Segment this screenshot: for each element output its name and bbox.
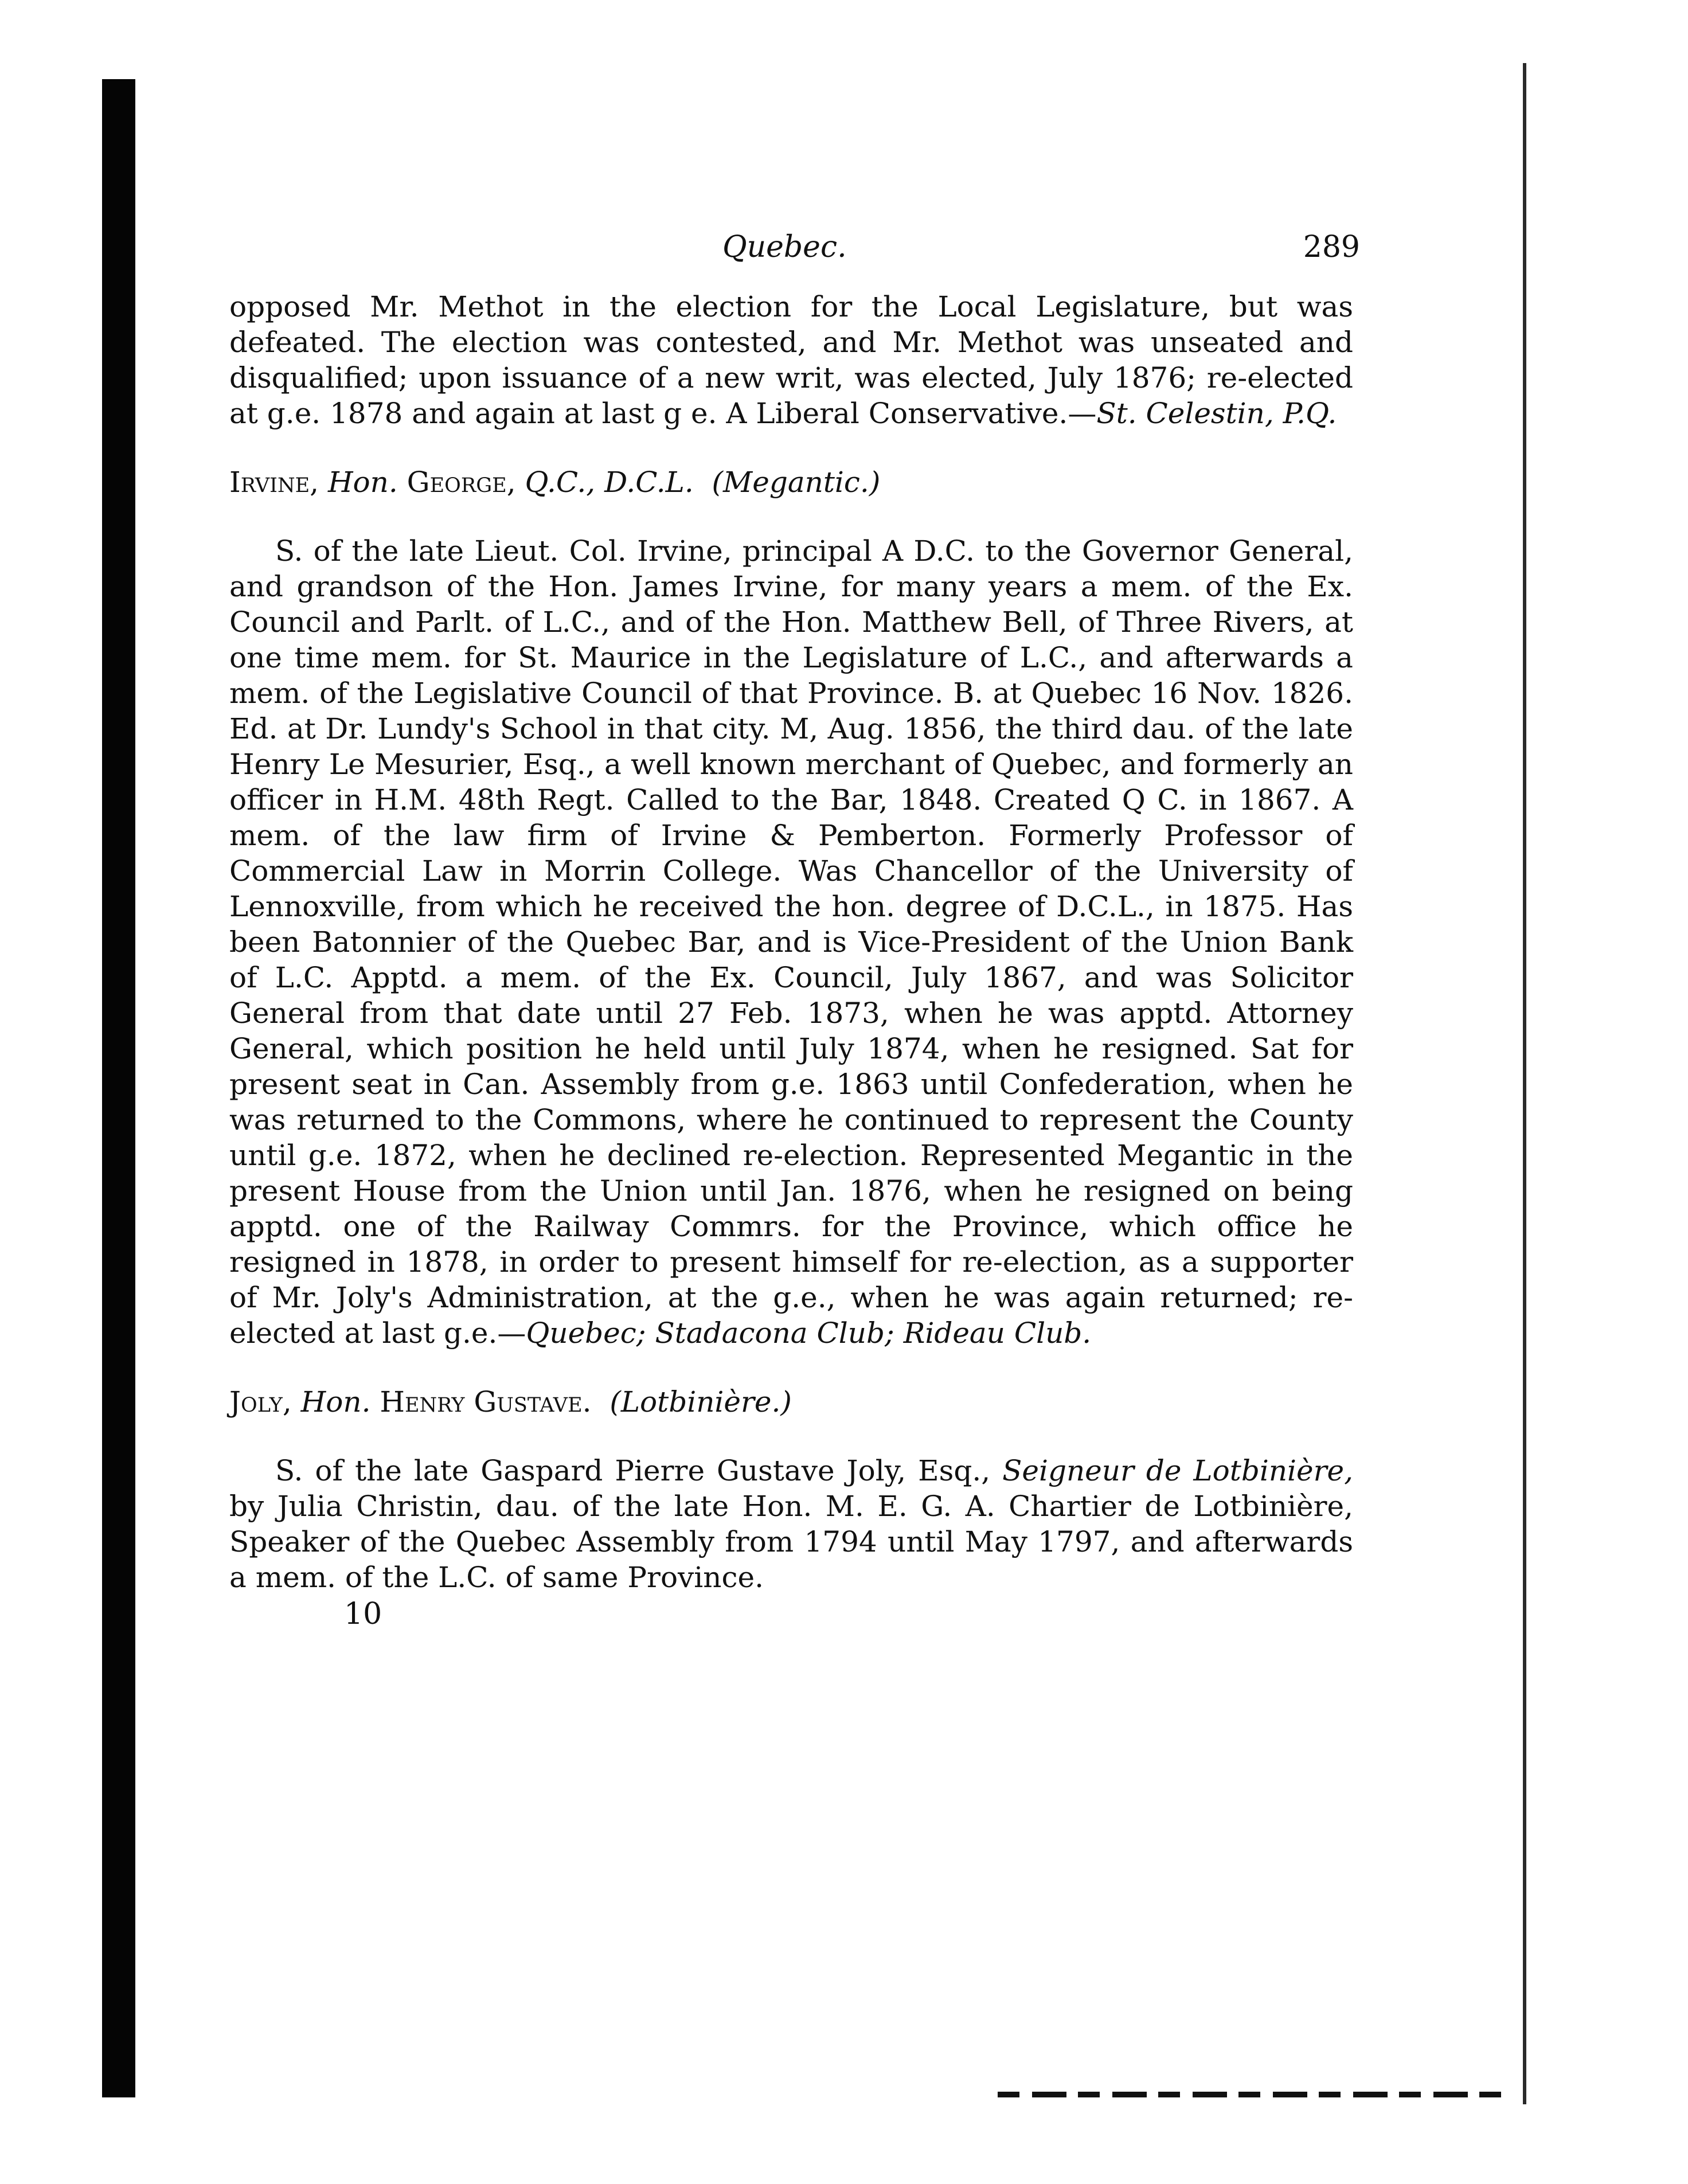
page-number: 289 — [1303, 230, 1360, 264]
prev-entry-text: opposed Mr. Methot in the election for the Local Legislature, but was defeated. The election was contested, and Mr. Methot was unseated and disqualified; upon issuance of a new writ, was elected, July 1876; re-elected at g.e. 1878 and again at last g e. A Liberal Conservative.— — [229, 290, 1353, 430]
irvine-constituency: (Megantic.) — [712, 466, 881, 499]
prev-entry-continuation — [229, 289, 1353, 431]
signature-mark: 10 — [344, 1597, 382, 1631]
joly-constituency: (Lotbinière.) — [609, 1385, 792, 1419]
prev-entry-address: St. Celestin, P.Q. — [1096, 397, 1337, 430]
irvine-address: Quebec; Stadacona Club; Rideau Club. — [526, 1316, 1092, 1350]
joly-biography — [229, 1453, 1353, 1595]
scan-page-edge — [1523, 63, 1526, 2104]
joly-surname: Joly, — [229, 1385, 292, 1419]
irvine-heading — [229, 464, 1353, 500]
irvine-title: Hon. — [327, 466, 398, 499]
irvine-surname: Irvine, — [229, 466, 319, 499]
irvine-given-name: George, — [407, 466, 516, 499]
scan-bottom-artifact — [998, 2092, 1514, 2097]
joly-heading — [229, 1384, 1353, 1420]
scan-binding-edge — [102, 79, 135, 2097]
joly-bio-italic: Seigneur de Lotbinière, — [1002, 1454, 1353, 1487]
joly-given-name: Henry Gustave. — [380, 1385, 592, 1419]
irvine-biography — [229, 533, 1353, 1351]
joly-title: Hon. — [300, 1385, 371, 1419]
joly-bio-rest: by Julia Christin, dau. of the late Hon. M. E. G. A. Chartier de Lotbinière, Speaker of the Quebec Assembly from 1794 until May 1797, and afterwards a mem. of the L.C. of same Province. — [229, 1490, 1353, 1594]
irvine-honors: Q.C., D.C.L. — [525, 466, 694, 499]
running-title: Quebec. — [722, 230, 847, 264]
running-header — [229, 229, 1360, 275]
book-page — [229, 229, 1360, 1632]
joly-bio-start: S. of the late Gaspard Pierre Gustave Joly, Esq., — [275, 1454, 991, 1487]
irvine-biography-text: S. of the late Lieut. Col. Irvine, principal A D.C. to the Governor General, and grandson of the Hon. James Irvine, for many years a mem. of the Ex. Council and Parlt. of L.C., and of the Hon. Matthew Bell, of Three Rivers, at one time mem. for St. Maurice in the Legislature of L.C., and afterwards a mem. of the Legislative Council of that Province. B. at Quebec 16 Nov. 1826. Ed. at Dr. Lundy's School in that city. M, Aug. 1856, the third dau. of the late Henry Le Mesurier, Esq., a well known merchant of Quebec, and formerly an officer in H.M. 48th Regt. Called to the Bar, 1848. Created Q C. in 1867. A mem. of the law firm of Irvine & Pemberton. Formerly Professor of Commercial Law in Morrin College. Was Chancellor of the University of Lennoxville, from which he received the hon. degree of D.C.L., in 1875. Has been Batonnier of the Quebec Bar, and is Vice-President of the Union Bank of L.C. Apptd. a mem. of the Ex. Council, July 1867, and was Solicitor General from that date until 27 Feb. 1873, when he was apptd. Attorney General, which position he held until July 1874, when he resigned. Sat for present seat in Can. Assembly from g.e. 1863 until Confederation, when he was returned to the Commons, where he continued to represent the County until g.e. 1872, when he declined re-election. Represented Megantic in the present House from the Union until Jan. 1876, when he resigned on being apptd. one of the Railway Commrs. for the Province, which office he resigned in 1878, in order to present himself for re-election, as a supporter of Mr. Joly's Administration, at the g.e., when he was again returned; re-elected at last g.e.— — [229, 534, 1353, 1350]
